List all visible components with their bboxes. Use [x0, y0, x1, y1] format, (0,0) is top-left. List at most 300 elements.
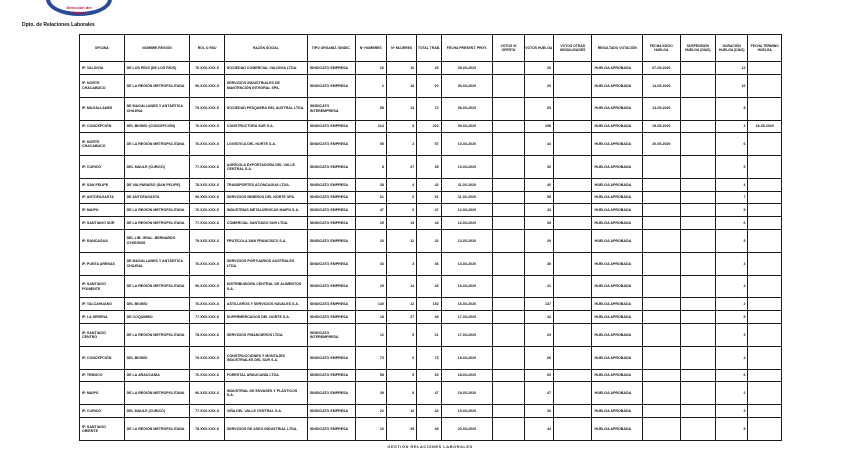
table-cell [643, 405, 680, 418]
table-cell: HUELGA APROBADA [592, 97, 643, 120]
table-cell: 2 [355, 74, 386, 97]
table-cell: 63 [417, 369, 441, 382]
table-cell: HUELGA APROBADA [592, 204, 643, 217]
column-header: RAZÓN SOCIAL [224, 35, 307, 62]
table-cell: 7 [716, 191, 748, 204]
table-cell: 11-03-2020 [441, 179, 493, 192]
table-cell: 2 [716, 298, 748, 311]
table-row [80, 74, 782, 97]
table-cell: DE ANTOFAGASTA [124, 191, 190, 204]
table-cell: DE LA REGIÓN METROPOLITANA [124, 133, 190, 156]
table-cell: 72 [417, 97, 441, 120]
table-cell [680, 417, 715, 440]
table-cell: SINDICATO EMPRESA [307, 405, 355, 418]
table-cell: 29 [355, 275, 386, 298]
table-cell: 44 [524, 133, 553, 156]
table-cell: 12 [355, 323, 386, 346]
table-cell: VIÑA DEL VALLE CENTRAL S.A. [224, 405, 307, 418]
column-header: VOTOS SI OFERTA [493, 35, 524, 62]
table-cell: 45 [417, 417, 441, 440]
table-cell: 8 [716, 97, 748, 120]
table-cell [554, 229, 592, 252]
table-cell: 73 [417, 346, 441, 369]
table-cell: TRANSPORTES ACONCAGUA LTDA. [224, 179, 307, 192]
table-row [80, 179, 782, 192]
table-cell: 20 [417, 74, 441, 97]
table-cell: 79.XXX.XXX-X [190, 97, 224, 120]
table-cell [680, 405, 715, 418]
column-header: TIPO ORGANIZ. SINDIC. [307, 35, 355, 62]
table-cell: 58 [524, 191, 553, 204]
table-cell: IP. MAIPÚ [80, 382, 125, 405]
logo-line2: Trabajo [71, 10, 87, 15]
table-cell [680, 323, 715, 346]
table-cell [493, 311, 524, 324]
column-header: VOTOS HUELGA [524, 35, 553, 62]
table-cell: 13-03-2020 [441, 252, 493, 275]
table-cell: SINDICATO EMPRESA [307, 346, 355, 369]
table-cell: SINDICATO EMPRESA [307, 275, 355, 298]
table-cell: 15-05-2020 [643, 120, 680, 133]
table-cell: 10 [716, 74, 748, 97]
table-cell [748, 62, 782, 75]
table-cell: 06-03-2020 [441, 74, 493, 97]
table-cell: 30 [524, 156, 553, 179]
table-cell: 61 [417, 191, 441, 204]
table-cell: 09-03-2020 [441, 120, 493, 133]
table-cell: 58 [355, 97, 386, 120]
table-cell: DEL LIB. GRAL. BERNARDO O'HIGGINS [124, 229, 190, 252]
table-cell [493, 120, 524, 133]
table-cell: DE LA REGIÓN METROPOLITANA [124, 417, 190, 440]
table-cell [554, 311, 592, 324]
table-cell: IP. CONCEPCIÓN [80, 120, 125, 133]
table-cell: 12-03-2020 [441, 204, 493, 217]
table-cell: 76.XXX.XXX-X [190, 133, 224, 156]
table-cell: HUELGA APROBADA [592, 191, 643, 204]
table-cell: 3 [386, 252, 416, 275]
table-cell: SINDICATO EMPRESA [307, 369, 355, 382]
table-cell [554, 323, 592, 346]
table-cell [493, 252, 524, 275]
table-cell: HUELGA APROBADA [592, 382, 643, 405]
table-cell: 10 [386, 62, 416, 75]
table-cell [554, 179, 592, 192]
table-cell: DE VALPARAÍSO (SAN FELIPE) [124, 179, 190, 192]
table-cell: 6 [716, 369, 748, 382]
table-cell: SINDICATO EMPRESA [307, 311, 355, 324]
table-cell: SOCIEDAD COMERCIAL VALDIVIA LTDA. [224, 62, 307, 75]
table-cell [680, 120, 715, 133]
table-cell: 4 [386, 179, 416, 192]
table-row [80, 369, 782, 382]
table-cell: INDUSTRIAL DE ENVASES Y PLÁSTICOS S.A. [224, 382, 307, 405]
table-cell: 222 [417, 120, 441, 133]
table-cell: DE COQUIMBO [124, 311, 190, 324]
table-cell: 2 [716, 382, 748, 405]
table-cell: 58 [355, 369, 386, 382]
table-cell [554, 346, 592, 369]
table-cell: 10-03-2020 [441, 156, 493, 179]
table-cell: 4 [716, 275, 748, 298]
table-cell: 35 [417, 156, 441, 179]
table-cell: SINDICATO EMPRESA [307, 62, 355, 75]
table-cell: 0 [386, 346, 416, 369]
table-cell: IP. PUNTA ARENAS [80, 252, 125, 275]
logo-line1: Dirección del [66, 5, 92, 10]
table-cell: SINDICATO EMPRESA [307, 217, 355, 230]
table-cell: IP. LA SERENA [80, 311, 125, 324]
table-cell: 73 [355, 346, 386, 369]
table-cell [493, 298, 524, 311]
table-cell [493, 74, 524, 97]
table-cell [748, 156, 782, 179]
table-cell: 35 [524, 252, 553, 275]
table-cell [748, 382, 782, 405]
column-header: FECHA PRESENT. PROY. [441, 35, 493, 62]
table-cell: 60 [524, 369, 553, 382]
table-cell [643, 191, 680, 204]
table-cell: 5 [716, 417, 748, 440]
table-cell: 77.XXX.XXX-X [190, 311, 224, 324]
table-cell: SINDICATO INTEREMPRESA [307, 323, 355, 346]
table-cell [748, 229, 782, 252]
table-cell [554, 217, 592, 230]
table-cell: HUELGA APROBADA [592, 298, 643, 311]
table-cell [748, 133, 782, 156]
table-cell: 14-05-2020 [643, 97, 680, 120]
table-cell: 22 [355, 405, 386, 418]
table-cell [554, 405, 592, 418]
table-cell: 96.XXX.XXX-X [190, 191, 224, 204]
table-cell: 78.XXX.XXX-X [190, 179, 224, 192]
table-cell: 47 [417, 204, 441, 217]
table-cell: HUELGA APROBADA [592, 311, 643, 324]
table-cell: DE LA REGIÓN METROPOLITANA [124, 204, 190, 217]
table-cell: SINDICATO EMPRESA [307, 156, 355, 179]
table-cell: 36 [417, 252, 441, 275]
table-cell: DE LA REGIÓN METROPOLITANA [124, 217, 190, 230]
table-cell: LOGÍSTICA DEL NORTE S.A. [224, 133, 307, 156]
table-cell: 05-03-2020 [441, 62, 493, 75]
table-cell: 38 [355, 179, 386, 192]
table-cell: 27 [386, 156, 416, 179]
table-cell: 45 [417, 311, 441, 324]
table-cell: 2 [386, 133, 416, 156]
table-cell: 3 [716, 252, 748, 275]
table-cell: FRUTÍCOLA SAN FRANCISCO S.A. [224, 229, 307, 252]
table-cell: IP. CURICÓ [80, 405, 125, 418]
table-cell: 0 [386, 191, 416, 204]
table-cell: 5 [716, 156, 748, 179]
table-cell: SERVICIOS FINANCIEROS LTDA. [224, 323, 307, 346]
table-cell [748, 323, 782, 346]
table-cell [643, 346, 680, 369]
table-cell: IP. ANTOFAGASTA [80, 191, 125, 204]
institution-logo [46, 0, 112, 17]
table-cell: 19 [386, 217, 416, 230]
column-header: RESULTADO VOTACIÓN [592, 35, 643, 62]
table-cell: 3 [716, 405, 748, 418]
table-cell: 26 [524, 62, 553, 75]
table-cell: 4 [716, 346, 748, 369]
table-cell: DE LA REGIÓN METROPOLITANA [124, 323, 190, 346]
table-cell: 17-03-2020 [441, 323, 493, 346]
table-cell: 20 [524, 323, 553, 346]
table-cell [493, 156, 524, 179]
page-footer: GESTIÓN RELACIONES LABORALES [387, 444, 473, 449]
strikes-table [79, 34, 782, 441]
table-cell: 20-03-2020 [441, 417, 493, 440]
table-cell: SINDICATO EMPRESA [307, 417, 355, 440]
table-cell: SUPERMERCADOS DEL NORTE S.A. [224, 311, 307, 324]
table-cell: CONSTRUCCIONES Y MONTAJES INDUSTRIALES DEL SUR S.A. [224, 346, 307, 369]
table-cell: 8 [386, 382, 416, 405]
table-cell [680, 252, 715, 275]
table-cell: IP. MAIPÚ [80, 204, 125, 217]
table-cell [748, 97, 782, 120]
table-cell: 21 [417, 323, 441, 346]
table-cell: 16 [355, 62, 386, 75]
table-row [80, 97, 782, 120]
column-header: FECHA TÉRMINO HUELGA [748, 35, 782, 62]
table-body [80, 62, 782, 441]
table-cell: SINDICATO EMPRESA [307, 120, 355, 133]
table-cell: DE LA REGIÓN METROPOLITANA [124, 74, 190, 97]
table-cell [554, 74, 592, 97]
table-cell: 06-03-2020 [441, 97, 493, 120]
table-cell: 76.XXX.XXX-X [190, 120, 224, 133]
table-cell: IP. CONCEPCIÓN [80, 346, 125, 369]
table-row [80, 204, 782, 217]
table-cell: SERVICIOS DE ASEO INDUSTRIAL LTDA. [224, 417, 307, 440]
table-cell: SERVICIOS PORTUARIOS AUSTRALES LTDA. [224, 252, 307, 275]
table-cell: 65 [524, 97, 553, 120]
table-cell [493, 191, 524, 204]
table-cell: 76.XXX.XXX-X [190, 298, 224, 311]
table-cell: HUELGA APROBADA [592, 217, 643, 230]
table-cell: IP. NORTE CHACABUCO [80, 74, 125, 97]
table-cell [643, 311, 680, 324]
table-cell [493, 405, 524, 418]
table-cell [554, 369, 592, 382]
table-cell: IP. TALCAHUANO [80, 298, 125, 311]
table-cell [493, 217, 524, 230]
table-cell: 5 [386, 369, 416, 382]
table-row [80, 120, 782, 133]
table-cell [493, 204, 524, 217]
table-cell: 3 [716, 120, 748, 133]
table-cell: DE LA ARAUCANÍA [124, 369, 190, 382]
table-cell: 44 [524, 417, 553, 440]
table-cell: SINDICATO INTEREMPRESA [307, 97, 355, 120]
table-cell: 07-05-2020 [643, 62, 680, 75]
table-cell: IP. VALDIVIA [80, 62, 125, 75]
table-cell [748, 417, 782, 440]
table-cell: 77.XXX.XXX-X [190, 156, 224, 179]
table-row [80, 229, 782, 252]
table-cell: HUELGA APROBADA [592, 417, 643, 440]
table-cell: SERVICIOS INDUSTRIALES DE MANTENCIÓN INTEGRAL SPA. [224, 74, 307, 97]
table-cell: 77.XXX.XXX-X [190, 405, 224, 418]
table-cell: DE LA REGIÓN METROPOLITANA [124, 275, 190, 298]
table-cell: 35 [386, 417, 416, 440]
table-cell: 96.XXX.XXX-X [190, 275, 224, 298]
table-cell: 79.XXX.XXX-X [190, 229, 224, 252]
table-cell [748, 204, 782, 217]
table-cell [680, 156, 715, 179]
table-cell [643, 275, 680, 298]
table-cell: 39 [524, 217, 553, 230]
table-cell: 10 [386, 405, 416, 418]
table-cell: HUELGA APROBADA [592, 405, 643, 418]
table-cell: DEL BIOBÍO [124, 346, 190, 369]
table-row [80, 298, 782, 311]
table-cell: SINDICATO EMPRESA [307, 229, 355, 252]
table-cell: DE MAGALLANES Y ANTÁRTICA CHILENA [124, 97, 190, 120]
table-cell [680, 62, 715, 75]
table-cell [493, 323, 524, 346]
table-cell: 0 [386, 204, 416, 217]
table-cell [493, 229, 524, 252]
table-cell: 11-03-2020 [441, 191, 493, 204]
table-row [80, 252, 782, 275]
table-cell: 214 [355, 120, 386, 133]
table-cell: IP. SANTIAGO SUR [80, 217, 125, 230]
table-cell: DEL MAULE (CURICÓ) [124, 405, 190, 418]
table-cell: 16-03-2020 [441, 298, 493, 311]
table-cell: DEL BIOBÍO (CONCEPCIÓN) [124, 120, 190, 133]
table-cell: INDUSTRIAS METALÚRGICAS MAIPÚ S.A. [224, 204, 307, 217]
table-cell: 43 [417, 275, 441, 298]
table-cell [680, 97, 715, 120]
table-cell [680, 191, 715, 204]
table-cell: DEL BIOBÍO [124, 298, 190, 311]
table-cell: 47 [524, 382, 553, 405]
table-row [80, 191, 782, 204]
table-cell: 27 [386, 311, 416, 324]
department-title: Dpto. de Relaciones Laborales [22, 22, 95, 28]
table-cell [680, 275, 715, 298]
table-cell: HUELGA APROBADA [592, 120, 643, 133]
table-cell: 14 [386, 275, 416, 298]
table-cell: 14 [386, 97, 416, 120]
table-cell [493, 346, 524, 369]
table-cell: SINDICATO EMPRESA [307, 191, 355, 204]
table-cell [643, 204, 680, 217]
table-cell [748, 74, 782, 97]
table-row [80, 405, 782, 418]
table-cell: 12-03-2020 [441, 217, 493, 230]
table-cell: SINDICATO EMPRESA [307, 74, 355, 97]
table-cell [643, 417, 680, 440]
table-cell: 20 [524, 74, 553, 97]
table-cell [554, 120, 592, 133]
table-cell [680, 229, 715, 252]
table-cell: 96.XXX.XXX-X [190, 74, 224, 97]
table-cell [493, 97, 524, 120]
table-cell [680, 382, 715, 405]
table-cell: 9 [716, 204, 748, 217]
table-cell: 40 [524, 179, 553, 192]
table-cell: SINDICATO EMPRESA [307, 382, 355, 405]
column-header: Nº MUJERES [386, 35, 416, 62]
table-cell: HUELGA APROBADA [592, 133, 643, 156]
table-cell: FORESTAL ARAUCANÍA LTDA. [224, 369, 307, 382]
table-cell: HUELGA APROBADA [592, 229, 643, 252]
table-cell [554, 417, 592, 440]
table-cell: 140 [355, 298, 386, 311]
table-cell: IP. TEMUCO [80, 369, 125, 382]
table-cell: DE LOS RÍOS (DE LOS RÍOS) [124, 62, 190, 75]
table-cell: 137 [524, 298, 553, 311]
table-cell [643, 382, 680, 405]
table-cell: 13-03-2020 [441, 229, 493, 252]
table-cell: 3 [716, 323, 748, 346]
table-cell: 57 [417, 133, 441, 156]
table-row [80, 346, 782, 369]
table-cell: HUELGA APROBADA [592, 179, 643, 192]
table-cell [680, 298, 715, 311]
table-cell: HUELGA APROBADA [592, 346, 643, 369]
table-cell: IP. RANCAGUA [80, 229, 125, 252]
table-header-row [80, 35, 782, 62]
table-cell [554, 133, 592, 156]
table-cell [554, 382, 592, 405]
table-cell: 77.XXX.XXX-X [190, 217, 224, 230]
table-cell: 12 [386, 229, 416, 252]
table-row [80, 323, 782, 346]
table-cell: 30 [524, 405, 553, 418]
table-cell: 6 [716, 217, 748, 230]
table-cell: IP. SANTIAGO ORIENTE [80, 417, 125, 440]
table-cell: 61 [355, 191, 386, 204]
table-cell: CONSTRUCTORA SUR S.A. [224, 120, 307, 133]
table-cell: HUELGA APROBADA [592, 74, 643, 97]
table-cell: 4 [716, 179, 748, 192]
table-cell: 42 [524, 311, 553, 324]
table-cell [554, 156, 592, 179]
table-cell [748, 369, 782, 382]
table-cell: 25 [355, 217, 386, 230]
table-cell [680, 369, 715, 382]
column-header: Nº HOMBRES [355, 35, 386, 62]
table-cell: 96.XXX.XXX-X [190, 382, 224, 405]
table-cell: IP. SAN FELIPE [80, 179, 125, 192]
table-cell: 16-03-2020 [441, 275, 493, 298]
logo-emblem [46, 0, 112, 16]
table-cell: SINDICATO EMPRESA [307, 204, 355, 217]
table-cell: 76.XXX.XXX-X [190, 252, 224, 275]
table-cell [643, 298, 680, 311]
table-cell: IP. NORTE CHACABUCO [80, 133, 125, 156]
table-cell [748, 252, 782, 275]
table-cell: 41 [524, 275, 553, 298]
table-cell [748, 405, 782, 418]
table-cell: 12 [716, 62, 748, 75]
table-cell [748, 217, 782, 230]
table-cell [493, 275, 524, 298]
table-cell: 78.XXX.XXX-X [190, 323, 224, 346]
table-cell: 20-05-2020 [643, 133, 680, 156]
table-cell: 6 [716, 133, 748, 156]
table-cell [748, 298, 782, 311]
column-header: ROL O RSU [190, 35, 224, 62]
table-cell: SINDICATO EMPRESA [307, 252, 355, 275]
table-row [80, 62, 782, 75]
table-cell: 43 [524, 204, 553, 217]
table-cell: IP. SANTIAGO CENTRO [80, 323, 125, 346]
